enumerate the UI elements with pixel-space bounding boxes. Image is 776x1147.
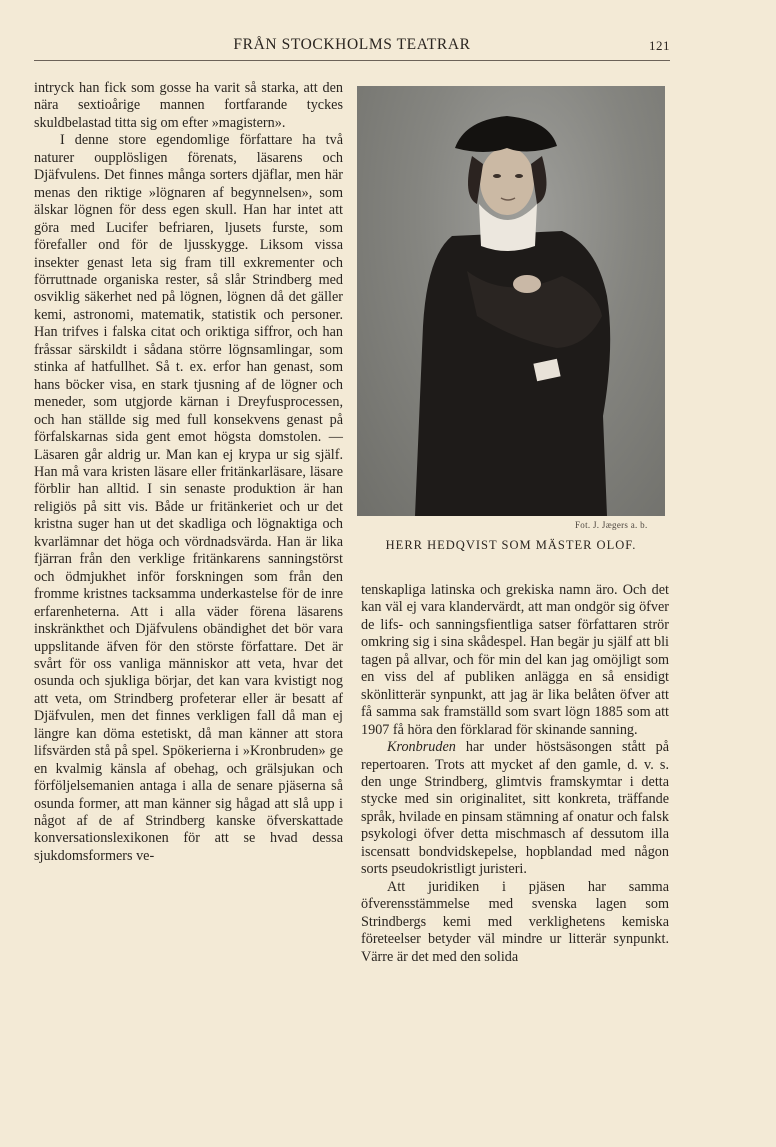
figure-caption: HERR HEDQVIST SOM MÄSTER OLOF. — [385, 538, 637, 552]
paragraph: intryck han fick som gosse ha varit så starka, att den nära sextioårige mannen fortfarande tyckes skuldbelastad titta sig om efter »magistern». — [34, 80, 343, 131]
right-column — [361, 582, 669, 966]
paragraph: Att juridiken i pjäsen har samma öfverensstämmelse med svenska lagen som Strindbergs kemi med verklighetens kemiska företeelser betyder väl mindre ur litterär synpunkt. Värre är det med den solida — [361, 878, 669, 965]
paragraph: I denne store egendomlige författare ha två naturer oupplösligen förenats, läsarens och Djäfvulens. Det finnes många sorters djäflar, men här menas den riktige »lögnaren af begynnelsen», som älskar lögnen för dess egen skull. Han har intet att göra med Lucifer befriaren, ljusets furste, som förefaller ond för de ljusskygge. Liksom vissa insekter genast leta sig fram till exkrementer och förruttnade organiska rester, så slår Strindberg med osviklig säkerhet ned på lögnen, lögnen då det gäller kemi, astronomi, matematik, statistik och personer. Han trifves i falska citat och oriktiga siffror, och han fråssar särskildt i sådana större lögnsamlingar, som stinka af hatfullhet. Så t. ex. erfor han genast, som hans böcker visa, en stark tjusning af de lögner och meneder, som utgjorde kärnan i Dreyfusprocessen, och han ställde sig med full konsekvens genast på förfalskarnas sida gent emot högsta domstolen. — Läsaren går aldrig ur. Man kan ej krypa ur sig själf. Han må vara kristen läsare eller fritänkarläsare, läsare förblir han alltid. I sin senaste produktion är han religiös på sitt vis. Både ur fritänkeriet och ur det kristna suger han ut det skadliga och lögnaktiga och kvarlämnar det höga och vördnadsvärda. Han är lika fjärran från den verklige fritänkarens sanningstörst och ödmjukhet inför forskningen som från den fromme kristnes tacksamma underkastelse för de inre erfarenheterna. Att i alla väder förena läsarens inskränkthet och Djäfvulens obändighet det bör vara uppslitande äfven för den störste författare. Det är svårt för oss vanliga människor att veta, hvar det osunda och sjukliga börjar, det kan vara kvistigt nog att veta, om Strindberg profeterar eller är besatt af Djäfvulen, men det finnes verkligen fall då man ej längre kan döma estetiskt, då man känner att stora lifsvärden stå på spel. Spökerierna i »Kronbruden» ge en kvalmig känsla af obehag, och grälsjukan och förföljelsemanien antaga i alla de senare pjäserna så osunda former, att man känner sig hågad att slå upp i något af de af Strindberg kanske öfverskattade konversationslexikonen för att se hvad dessa sjukdomsformers ve- — [34, 132, 343, 864]
paragraph-text: har under höstsäsongen stått på repertoaren. Trots att mycket af den gamle, d. v. s. den unge Strindberg, glimtvis framskymtar i detta stycke med sin originalitet, sitt konkreta, träffande språk, hvilade en pinsam stämning af onatur och falsk psykologi öfver detta mischmasch af dessutom illa iscensatt bondvidskepelse, hopblandad med någon sorts pseudokristligt juristeri. — [361, 739, 669, 878]
portrait-photo — [357, 86, 665, 516]
header-title: FRÅN STOCKHOLMS TEATRAR — [233, 36, 471, 53]
page-number: 121 — [649, 38, 670, 53]
photo-credit: Fot. J. Jægers a. b. — [575, 520, 648, 530]
play-title: Kronbruden — [387, 739, 456, 756]
paragraph — [361, 739, 669, 879]
left-column — [34, 80, 343, 865]
running-header — [34, 34, 670, 61]
portrait-illustration — [357, 86, 665, 516]
paragraph: tenskapliga latinska och grekiska namn äro. Och det kan väl ej vara klandervärdt, att man ondgör sig öfver de lifs- och sanningsfientliga satser författaren strör omkring sig i sina skådespel. Han begär ju själf att bli tagen på allvar, och för min del kan jag omöjligt som en viss del af publiken anlägga en så ensidigt skönlitterär synpunkt, att jag är lika belåten öfver att få samma sak framställd som svart lögn 1885 som att 1907 få höra den förklarad för skinande sanning. — [361, 582, 669, 738]
